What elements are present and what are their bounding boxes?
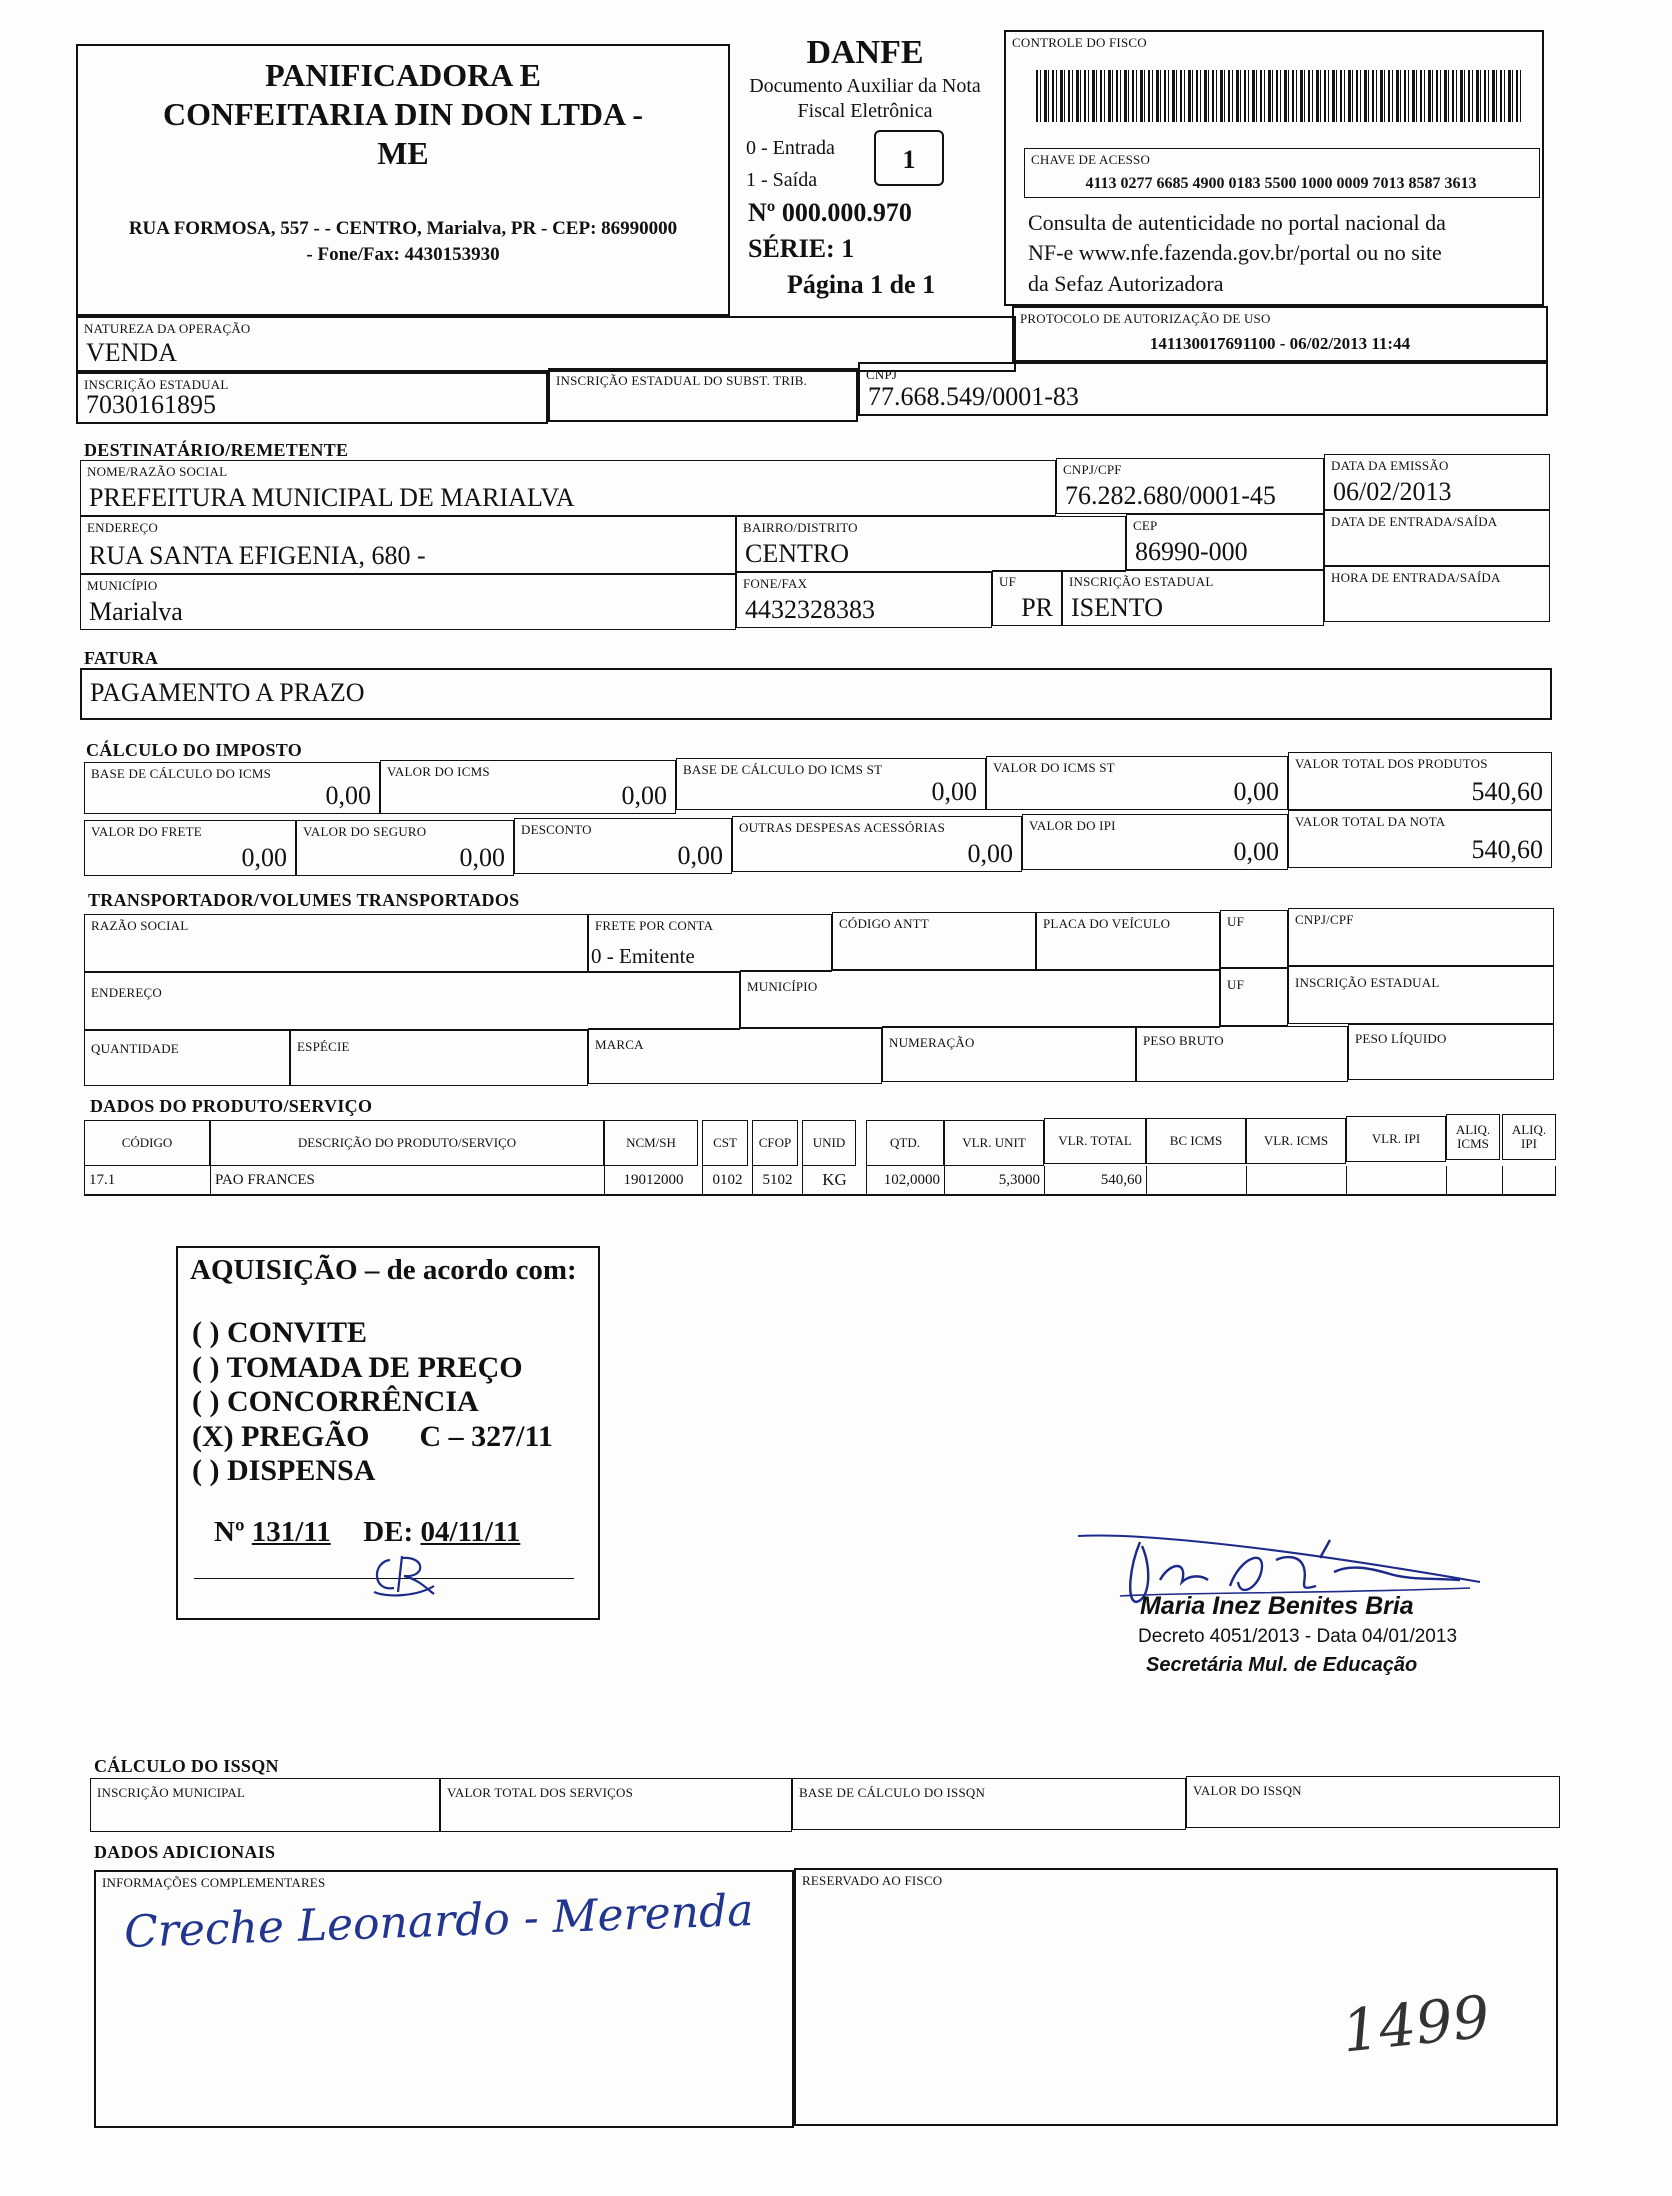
transp-marca-box: [588, 1028, 882, 1084]
chave-acesso: 4113 0277 6685 4900 0183 5500 1000 0009 7013 8587 3613: [1085, 175, 1477, 192]
dest-endereco-label: ENDEREÇO: [87, 520, 158, 535]
row2-label-2: DESCONTO: [521, 822, 592, 837]
transp-frete-label: FRETE POR CONTA: [595, 918, 714, 933]
th-aliq-icms-1: ALIQ.: [1455, 1121, 1491, 1137]
row2-value-1: 0,00: [459, 843, 505, 872]
issqn-base-label: BASE DE CÁLCULO DO ISSQN: [799, 1785, 986, 1800]
dest-fone-box: [736, 572, 992, 628]
row1-label-0: BASE DE CÁLCULO DO ICMS: [91, 766, 272, 781]
cnpj-value: 77.668.549/0001-83: [868, 382, 1079, 411]
tipo-operacao-box: 1: [874, 130, 944, 186]
cell-bc-icms: [1146, 1166, 1246, 1194]
transp-uf2-box: [1220, 968, 1288, 1026]
row2-cell-0: [84, 820, 296, 876]
cell-cst: 0102: [702, 1166, 752, 1194]
transportador-section-title: TRANSPORTADOR/VOLUMES TRANSPORTADOS: [88, 890, 520, 910]
barcode: [1036, 70, 1521, 122]
dest-fone-label: FONE/FAX: [743, 576, 808, 591]
cnpj-label: CNPJ: [866, 367, 898, 382]
dest-bairro: CENTRO: [745, 539, 849, 568]
row1-cell-4: [1288, 752, 1552, 810]
transp-frete-box: [588, 914, 832, 972]
ie-value: 7030161895: [86, 390, 216, 419]
row1-label-3: VALOR DO ICMS ST: [993, 760, 1115, 775]
transp-marca-label: MARCA: [595, 1037, 644, 1052]
row1-label-4: VALOR TOTAL DOS PRODUTOS: [1295, 756, 1488, 771]
stamp-pregao: (X) PREGÃO: [192, 1419, 370, 1453]
signature-decree: Decreto 4051/2013 - Data 04/01/2013: [1138, 1626, 1458, 1647]
company-address: RUA FORMOSA, 557 - - CENTRO, Marialva, PR - CEP: 86990000: [128, 218, 678, 239]
dest-hora-label: HORA DE ENTRADA/SAÍDA: [1331, 570, 1501, 585]
cell-qtd: 102,0000: [866, 1166, 944, 1194]
stamp-concorrencia: ( ) CONCORRÊNCIA: [192, 1385, 479, 1418]
info-complementares-box: [94, 1870, 794, 2128]
th-ncm: NCM/SH: [604, 1120, 698, 1166]
fatura-box: [80, 668, 1552, 720]
tipo-entrada: 0 - Entrada: [746, 137, 835, 159]
dest-emissao-box: [1324, 454, 1550, 510]
issqn-base-box: [792, 1778, 1186, 1830]
row1-value-1: 0,00: [621, 781, 667, 810]
issqn-valor-label: VALOR DO ISSQN: [1193, 1783, 1302, 1798]
consulta-line2: NF-e www.nfe.fazenda.gov.br/portal ou no site: [1028, 240, 1442, 266]
dest-cep-box: [1126, 514, 1324, 570]
dest-endereco-box: [80, 516, 736, 574]
row1-label-2: BASE DE CÁLCULO DO ICMS ST: [683, 762, 883, 777]
company-name-line2: CONFEITARIA DIN DON LTDA -: [162, 96, 644, 133]
info-complementares-label: INFORMAÇÕES COMPLEMENTARES: [102, 1875, 326, 1890]
th-vlr-icms: VLR. ICMS: [1246, 1118, 1346, 1164]
protocolo-value: 141130017691100 - 06/02/2013 11:44: [1149, 334, 1411, 353]
danfe-block: [732, 34, 998, 314]
company-name-line1: PANIFICADORA E: [265, 57, 541, 93]
transp-especie-box: [290, 1030, 588, 1086]
th-vlr-ipi: VLR. IPI: [1346, 1116, 1446, 1162]
row1-cell-2: [676, 758, 986, 810]
th-descricao: DESCRIÇÃO DO PRODUTO/SERVIÇO: [210, 1120, 604, 1166]
handwritten-number: 1499: [1338, 1982, 1493, 2066]
issqn-servicos-box: [440, 1778, 792, 1832]
dest-nome-box: [80, 460, 1056, 516]
transp-ie-box: [1288, 966, 1554, 1024]
row2-cell-2: [514, 818, 732, 874]
dest-hora-box: [1324, 566, 1550, 622]
emitente-box: [76, 44, 730, 316]
row2-cell-3: [732, 816, 1022, 872]
transp-peso-bruto-box: [1136, 1026, 1348, 1082]
stamp-numero-prefix: Nº: [214, 1516, 245, 1548]
consulta-line3: da Sefaz Autorizadora: [1028, 270, 1224, 296]
dest-ie-label: INSCRIÇÃO ESTADUAL: [1069, 574, 1214, 589]
dest-bairro-box: [736, 516, 1126, 572]
dest-fone: 4432328383: [745, 595, 875, 624]
controle-fisco-label: CONTROLE DO FISCO: [1012, 35, 1147, 50]
protocolo-label: PROTOCOLO DE AUTORIZAÇÃO DE USO: [1020, 311, 1271, 326]
company-name-line3: ME: [377, 135, 429, 172]
dest-cnpj: 76.282.680/0001-45: [1065, 481, 1276, 510]
row2-cell-4: [1022, 814, 1288, 870]
info-handwritten: Creche Leonardo - Merenda: [123, 1885, 755, 1958]
row2-label-5: VALOR TOTAL DA NOTA: [1295, 814, 1446, 829]
th-qtd: QTD.: [866, 1120, 944, 1166]
stamp-dispensa: ( ) DISPENSA: [192, 1454, 376, 1487]
row2-label-3: OUTRAS DESPESAS ACESSÓRIAS: [739, 820, 946, 835]
ie-box: [76, 372, 548, 424]
transp-quantidade-label: QUANTIDADE: [91, 1041, 179, 1056]
row1-value-3: 0,00: [1233, 777, 1279, 806]
issqn-valor-box: [1186, 1776, 1560, 1828]
dest-cep-label: CEP: [1133, 518, 1158, 533]
dest-nome: PREFEITURA MUNICIPAL DE MARIALVA: [89, 483, 575, 512]
row2-value-3: 0,00: [967, 839, 1013, 868]
stamp-convite: ( ) CONVITE: [192, 1316, 368, 1349]
th-bc-icms: BC ICMS: [1146, 1118, 1246, 1164]
transp-especie-label: ESPÉCIE: [297, 1039, 350, 1054]
nota-serie: SÉRIE: 1: [748, 234, 855, 263]
issqn-servicos-label: VALOR TOTAL DOS SERVIÇOS: [447, 1785, 634, 1800]
transp-antt-box: [832, 912, 1036, 970]
controle-fisco-box: [1004, 30, 1544, 306]
dest-uf: PR: [1021, 593, 1053, 622]
th-aliq-icms-2: ICMS: [1457, 1136, 1489, 1151]
reservado-fisco-label: RESERVADO AO FISCO: [802, 1873, 943, 1888]
transp-uf2-label: UF: [1227, 977, 1245, 992]
table-row: [84, 1166, 1556, 1196]
row1-cell-1: [380, 760, 676, 814]
produtos-section-title: DADOS DO PRODUTO/SERVIÇO: [90, 1096, 373, 1116]
dest-emissao: 06/02/2013: [1333, 477, 1452, 506]
transp-endereco-box: [84, 972, 740, 1030]
dest-municipio: Marialva: [89, 597, 183, 626]
signature-name: Maria Inez Benites Bria: [1140, 1592, 1414, 1620]
row2-value-4: 0,00: [1233, 837, 1279, 866]
initials-scribble: [368, 1552, 438, 1598]
row1-label-1: VALOR DO ICMS: [387, 764, 490, 779]
danfe-subtitle-1: Documento Auxiliar da Nota: [749, 75, 981, 97]
th-cst: CST: [702, 1120, 748, 1166]
transp-cnpj-box: [1288, 908, 1554, 966]
dest-cnpj-box: [1056, 458, 1324, 514]
aquisicao-stamp: [176, 1246, 600, 1620]
consulta-line1: Consulta de autenticidade no portal nacional da: [1028, 210, 1446, 235]
transp-razao-label: RAZÃO SOCIAL: [91, 918, 189, 933]
dest-cnpj-label: CNPJ/CPF: [1063, 462, 1122, 477]
cell-descricao: PAO FRANCES: [210, 1166, 604, 1194]
cell-vlr-total: 540,60: [1044, 1166, 1146, 1194]
transp-peso-liquido-box: [1348, 1024, 1554, 1080]
dest-nome-label: NOME/RAZÃO SOCIAL: [87, 464, 228, 479]
natureza-label: NATUREZA DA OPERAÇÃO: [84, 321, 251, 336]
th-aliq-ipi: [1502, 1114, 1556, 1160]
danfe-title: DANFE: [806, 34, 924, 71]
cell-codigo: 17.1: [84, 1166, 210, 1194]
chave-acesso-label: CHAVE DE ACESSO: [1031, 152, 1151, 167]
transp-uf-label: UF: [1227, 914, 1245, 929]
issqn-section-title: CÁLCULO DO ISSQN: [94, 1756, 279, 1776]
dest-uf-box: [992, 570, 1062, 626]
transp-frete: 0 - Emitente: [591, 944, 695, 968]
imposto-section-title: CÁLCULO DO IMPOSTO: [86, 740, 303, 760]
dest-cep: 86990-000: [1135, 537, 1248, 566]
row2-value-2: 0,00: [677, 841, 723, 870]
dest-bairro-label: BAIRRO/DISTRITO: [743, 520, 858, 535]
transp-placa-label: PLACA DO VEÍCULO: [1043, 916, 1171, 931]
dest-municipio-label: MUNICÍPIO: [87, 578, 158, 593]
ie-label: INSCRIÇÃO ESTADUAL: [84, 377, 229, 392]
ie-st-box: [548, 368, 858, 422]
nota-pagina: Página 1 de 1: [787, 270, 936, 299]
adicionais-section-title: DADOS ADICIONAIS: [94, 1842, 276, 1862]
row2-label-0: VALOR DO FRETE: [91, 824, 202, 839]
ie-st-label: INSCRIÇÃO ESTADUAL DO SUBST. TRIB.: [556, 373, 808, 388]
transp-razao-box: [84, 914, 588, 972]
stamp-data: 04/11/11: [420, 1516, 521, 1548]
stamp-tomada: ( ) TOMADA DE PREÇO: [192, 1350, 523, 1384]
fatura-texto: PAGAMENTO A PRAZO: [90, 678, 365, 707]
transp-ie-label: INSCRIÇÃO ESTADUAL: [1295, 975, 1440, 990]
row2-value-0: 0,00: [241, 843, 287, 872]
cell-vlr-ipi: [1346, 1166, 1446, 1194]
row1-cell-0: [84, 762, 380, 814]
transp-quantidade-box: [84, 1030, 290, 1086]
stamp-title: AQUISIÇÃO – de acordo com:: [190, 1254, 577, 1286]
dest-entrada-label: DATA DE ENTRADA/SAÍDA: [1331, 514, 1498, 529]
protocolo-box: [1012, 306, 1548, 362]
cell-aliq-ipi: [1502, 1166, 1556, 1194]
row1-value-2: 0,00: [931, 777, 977, 806]
transp-municipio-label: MUNICÍPIO: [747, 979, 818, 994]
th-unid: UNID: [802, 1120, 856, 1166]
transp-antt-label: CÓDIGO ANTT: [839, 916, 929, 931]
cell-vlr-unit: 5,3000: [944, 1166, 1044, 1194]
reservado-fisco-box: [794, 1868, 1558, 2126]
th-vlr-unit: VLR. UNIT: [944, 1120, 1044, 1166]
th-codigo: CÓDIGO: [84, 1120, 210, 1166]
signature-role: Secretária Mul. de Educação: [1146, 1654, 1418, 1676]
transp-peso-bruto-label: PESO BRUTO: [1143, 1033, 1224, 1048]
dest-ie-box: [1062, 570, 1324, 626]
cell-aliq-icms: [1446, 1166, 1502, 1194]
dest-uf-label: UF: [999, 574, 1017, 589]
row1-value-4: 540,60: [1471, 777, 1543, 806]
danfe-subtitle-2: Fiscal Eletrônica: [797, 100, 933, 122]
transp-numeracao-box: [882, 1026, 1136, 1082]
stamp-data-prefix: DE:: [363, 1516, 414, 1548]
cell-cfop: 5102: [752, 1166, 802, 1194]
destinatario-section-title: DESTINATÁRIO/REMETENTE: [84, 440, 349, 460]
cell-unid: KG: [802, 1166, 866, 1194]
dest-municipio-box: [80, 574, 736, 630]
cell-ncm: 19012000: [604, 1166, 702, 1194]
fatura-section-title: FATURA: [84, 648, 159, 668]
issqn-im-label: INSCRIÇÃO MUNICIPAL: [97, 1785, 246, 1800]
th-aliq-ipi-2: IPI: [1521, 1136, 1537, 1151]
row2-label-1: VALOR DO SEGURO: [303, 824, 427, 839]
dest-emissao-label: DATA DA EMISSÃO: [1331, 458, 1449, 473]
th-aliq-ipi-1: ALIQ.: [1511, 1121, 1547, 1137]
nota-numero: Nº 000.000.970: [748, 198, 912, 227]
transp-endereco-label: ENDEREÇO: [91, 985, 162, 1000]
transp-peso-liquido-label: PESO LÍQUIDO: [1355, 1031, 1447, 1046]
transp-uf-box: [1220, 910, 1288, 968]
th-aliq-icms: [1446, 1114, 1500, 1160]
row2-label-4: VALOR DO IPI: [1029, 818, 1116, 833]
cnpj-emitente-box: [858, 362, 1548, 416]
row2-cell-5: [1288, 810, 1552, 868]
transp-placa-box: [1036, 912, 1220, 970]
transp-cnpj-label: CNPJ/CPF: [1295, 912, 1354, 927]
transp-numeracao-label: NUMERAÇÃO: [889, 1035, 975, 1050]
cell-vlr-icms: [1246, 1166, 1346, 1194]
dest-ie: ISENTO: [1071, 593, 1163, 622]
row1-value-0: 0,00: [325, 781, 371, 810]
transp-municipio-box: [740, 970, 1220, 1028]
dest-endereco: RUA SANTA EFIGENIA, 680 -: [89, 541, 426, 570]
natureza-value: VENDA: [86, 338, 177, 367]
stamp-pregao-code: C – 327/11: [419, 1419, 553, 1453]
th-vlr-total: VLR. TOTAL: [1044, 1118, 1146, 1164]
row2-cell-1: [296, 820, 514, 876]
stamp-numero: 131/11: [251, 1516, 331, 1548]
row1-cell-3: [986, 756, 1288, 810]
tipo-saida: 1 - Saída: [746, 169, 818, 191]
row2-value-5: 540,60: [1471, 835, 1543, 864]
company-phone: - Fone/Fax: 4430153930: [306, 243, 500, 265]
dest-entrada-box: [1324, 510, 1550, 566]
chave-acesso-box: [1024, 148, 1540, 198]
th-cfop: CFOP: [752, 1120, 798, 1166]
issqn-im-box: [90, 1778, 440, 1832]
